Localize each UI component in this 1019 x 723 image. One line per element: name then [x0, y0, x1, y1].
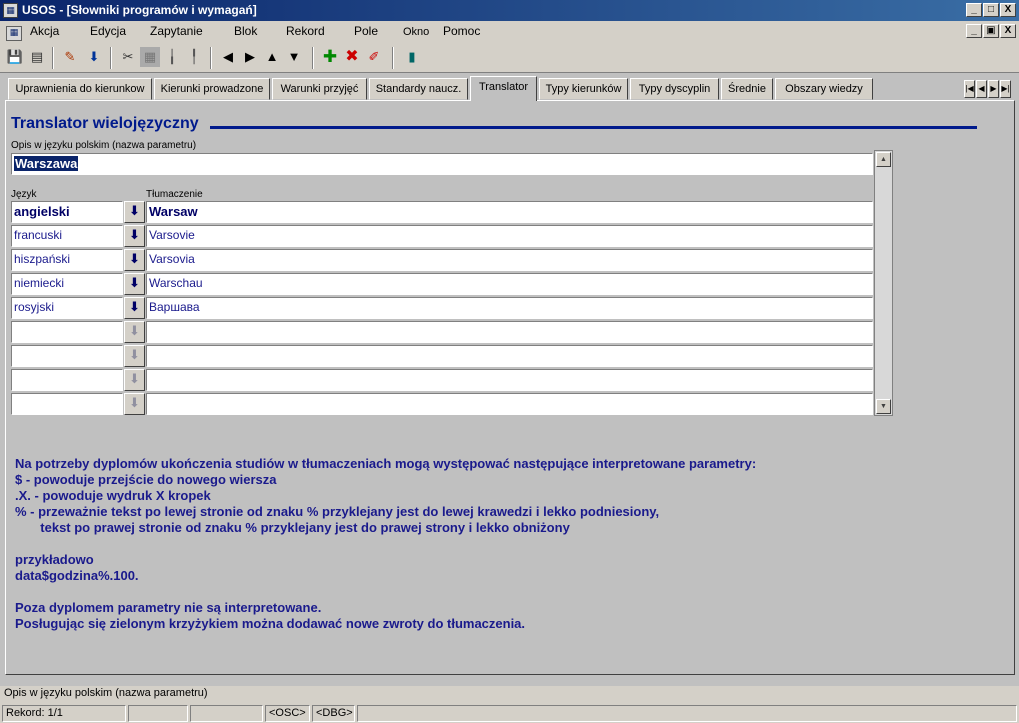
table-row: [11, 273, 873, 295]
lov-arrow-icon[interactable]: ⬇: [124, 249, 145, 271]
toolbar-separator: [52, 47, 54, 69]
tab-first-icon[interactable]: |◀: [964, 80, 975, 98]
lov-arrow-icon[interactable]: ⬇: [124, 369, 145, 391]
lang-field[interactable]: francuski: [11, 225, 123, 247]
toolbar-separator: [392, 47, 394, 69]
download-arrow-icon[interactable]: ⬇: [88, 49, 100, 64]
status-cell-empty: [128, 705, 188, 722]
status-bar: [0, 703, 1019, 723]
menu-bar: [0, 21, 1019, 43]
lang-field[interactable]: [11, 321, 123, 343]
info-line: data$godzina%.100.: [15, 568, 139, 583]
rows-scrollbar[interactable]: [874, 150, 893, 416]
scroll-down-icon[interactable]: ▼: [876, 399, 891, 414]
minimize-button[interactable]: _: [966, 3, 982, 17]
next-record-icon[interactable]: ▶: [245, 49, 255, 64]
chart-bar-icon[interactable]: ╽: [168, 49, 176, 64]
record-counter: Rekord: 1/1: [2, 705, 126, 722]
menu-edycja[interactable]: Edycja: [90, 24, 127, 38]
lang-field[interactable]: niemiecki: [11, 273, 123, 295]
info-line: .X. - powoduje wydruk X kropek: [15, 488, 211, 503]
lov-arrow-icon[interactable]: ⬇: [124, 393, 145, 415]
print-icon[interactable]: ▤: [30, 49, 44, 64]
window-title: USOS - [Słowniki programów i wymagań]: [22, 3, 257, 17]
prev-record-icon[interactable]: ◀: [223, 49, 233, 64]
lov-arrow-icon[interactable]: ⬇: [124, 273, 145, 295]
lang-field[interactable]: [11, 369, 123, 391]
menu-rekord[interactable]: Rekord: [286, 24, 325, 38]
tab-uprawnienia[interactable]: Uprawnienia do kierunkow: [8, 78, 152, 100]
info-line: Na potrzeby dyplomów ukończenia studiów w tłumaczeniach mogą występować następujące interpretowane parametry:: [15, 456, 757, 471]
desc-input[interactable]: [11, 153, 873, 175]
edit-icon[interactable]: ✎: [64, 49, 76, 64]
lov-arrow-icon[interactable]: ⬇: [124, 321, 145, 343]
desc-label: Opis w języku polskim (nazwa parametru): [11, 140, 197, 151]
translation-field[interactable]: [146, 321, 873, 343]
insert-record-icon[interactable]: ✚: [322, 47, 338, 66]
lang-field[interactable]: [11, 393, 123, 415]
chart-bar2-icon[interactable]: ╿: [190, 49, 198, 64]
info-line: % - przeważnie tekst po lewej stronie od znaku % przyklejany jest do lewej krawedzi i lekko podniesiony,: [15, 504, 660, 519]
lov-arrow-icon[interactable]: ⬇: [124, 345, 145, 367]
table-row: [11, 345, 873, 367]
trans-column-header: Tłumaczenie: [146, 189, 203, 200]
lang-field[interactable]: hiszpański: [11, 249, 123, 271]
lang-column-header: Język: [11, 189, 37, 200]
usos-app-icon[interactable]: ▦: [3, 3, 18, 18]
table-row: [11, 297, 873, 319]
info-line: przykładowo: [15, 552, 94, 567]
translation-field[interactable]: [146, 393, 873, 415]
tab-typy-kierunkow[interactable]: Typy kierunków: [539, 78, 628, 100]
lov-arrow-icon[interactable]: ⬇: [124, 225, 145, 247]
status-hint: Opis w języku polskim (nazwa parametru): [0, 686, 1019, 703]
section-heading: Translator wielojęzyczny: [11, 115, 199, 132]
info-line: Poza dyplomem parametry nie są interpretowane.: [15, 600, 322, 615]
translation-field[interactable]: Varsovia: [146, 249, 873, 271]
translation-field[interactable]: [146, 369, 873, 391]
table-row: [11, 393, 873, 415]
lov-arrow-icon[interactable]: ⬇: [124, 297, 145, 319]
save-icon[interactable]: 💾: [6, 49, 24, 64]
title-bar: [0, 0, 1019, 21]
info-line: tekst po prawej stronie od znaku % przyklejany jest do prawej strony i lekko obniżony: [15, 520, 570, 535]
table-row: [11, 201, 873, 223]
up-icon[interactable]: ▲: [265, 49, 279, 64]
menu-akcja[interactable]: Akcja: [30, 24, 60, 38]
execute-query-icon[interactable]: ▦: [140, 47, 160, 67]
status-cell-empty: [357, 705, 1017, 722]
exit-icon[interactable]: ▮: [408, 49, 416, 64]
menu-pomoc[interactable]: Pomoc: [443, 24, 481, 38]
lov-arrow-icon[interactable]: ⬇: [124, 201, 145, 223]
desc-value: Warszawa: [15, 156, 78, 171]
lang-field[interactable]: [11, 345, 123, 367]
toolbar: [0, 43, 1019, 73]
mdi-restore-button[interactable]: ▣: [983, 24, 999, 38]
query-icon[interactable]: ✂: [122, 49, 134, 64]
lang-field[interactable]: rosyjski: [11, 297, 123, 319]
translation-field[interactable]: [146, 345, 873, 367]
translation-field[interactable]: Варшава: [146, 297, 873, 319]
table-row: [11, 225, 873, 247]
toolbar-separator: [210, 47, 212, 69]
maximize-button[interactable]: □: [983, 3, 999, 17]
scroll-up-icon[interactable]: ▲: [876, 152, 891, 167]
menu-icon[interactable]: ▦: [6, 24, 22, 41]
translation-field[interactable]: Warsaw: [146, 201, 873, 223]
tab-srednie[interactable]: Średnie: [721, 78, 773, 100]
table-row: [11, 321, 873, 343]
tab-next-icon[interactable]: ▶: [988, 80, 999, 98]
tab-typy-dyscyplin[interactable]: Typy dyscyplin: [630, 78, 719, 100]
menu-zapytanie[interactable]: Zapytanie: [150, 24, 203, 38]
tab-bar: [0, 74, 1019, 100]
osc-indicator: <OSC>: [265, 705, 310, 722]
clear-icon[interactable]: ✐: [368, 49, 380, 64]
tab-translator[interactable]: Translator: [470, 76, 537, 101]
heading-underline: [210, 126, 977, 129]
tab-kierunki-prowadzone[interactable]: Kierunki prowadzone: [154, 78, 270, 100]
table-row: [11, 369, 873, 391]
tab-obszary-wiedzy[interactable]: Obszary wiedzy: [775, 78, 873, 100]
menu-blok[interactable]: Blok: [234, 24, 258, 38]
menu-okno[interactable]: Okno: [403, 26, 430, 38]
lang-field[interactable]: angielski: [11, 201, 123, 223]
toolbar-separator: [312, 47, 314, 69]
down-icon[interactable]: ▼: [287, 49, 301, 64]
toolbar-separator: [110, 47, 112, 69]
mdi-close-button[interactable]: X: [1000, 24, 1016, 38]
translation-field[interactable]: Warschau: [146, 273, 873, 295]
tab-prev-icon[interactable]: ◀: [976, 80, 987, 98]
info-line: Posługując się zielonym krzyżykiem można dodawać nowe zwroty do tłumaczenia.: [15, 616, 526, 631]
table-row: [11, 249, 873, 271]
info-line: $ - powoduje przejście do nowego wiersza: [15, 472, 277, 487]
tab-warunki-przyjec[interactable]: Warunki przyjęć: [272, 78, 367, 100]
mdi-minimize-button[interactable]: _: [966, 24, 982, 38]
delete-record-icon[interactable]: ✖: [345, 48, 359, 65]
menu-pole[interactable]: Pole: [354, 24, 379, 38]
dbg-indicator: <DBG>: [312, 705, 355, 722]
translation-field[interactable]: Varsovie: [146, 225, 873, 247]
close-button[interactable]: X: [1000, 3, 1016, 17]
tab-last-icon[interactable]: ▶|: [1000, 80, 1011, 98]
status-cell-empty: [190, 705, 263, 722]
tab-standardy[interactable]: Standardy naucz.: [369, 78, 468, 100]
